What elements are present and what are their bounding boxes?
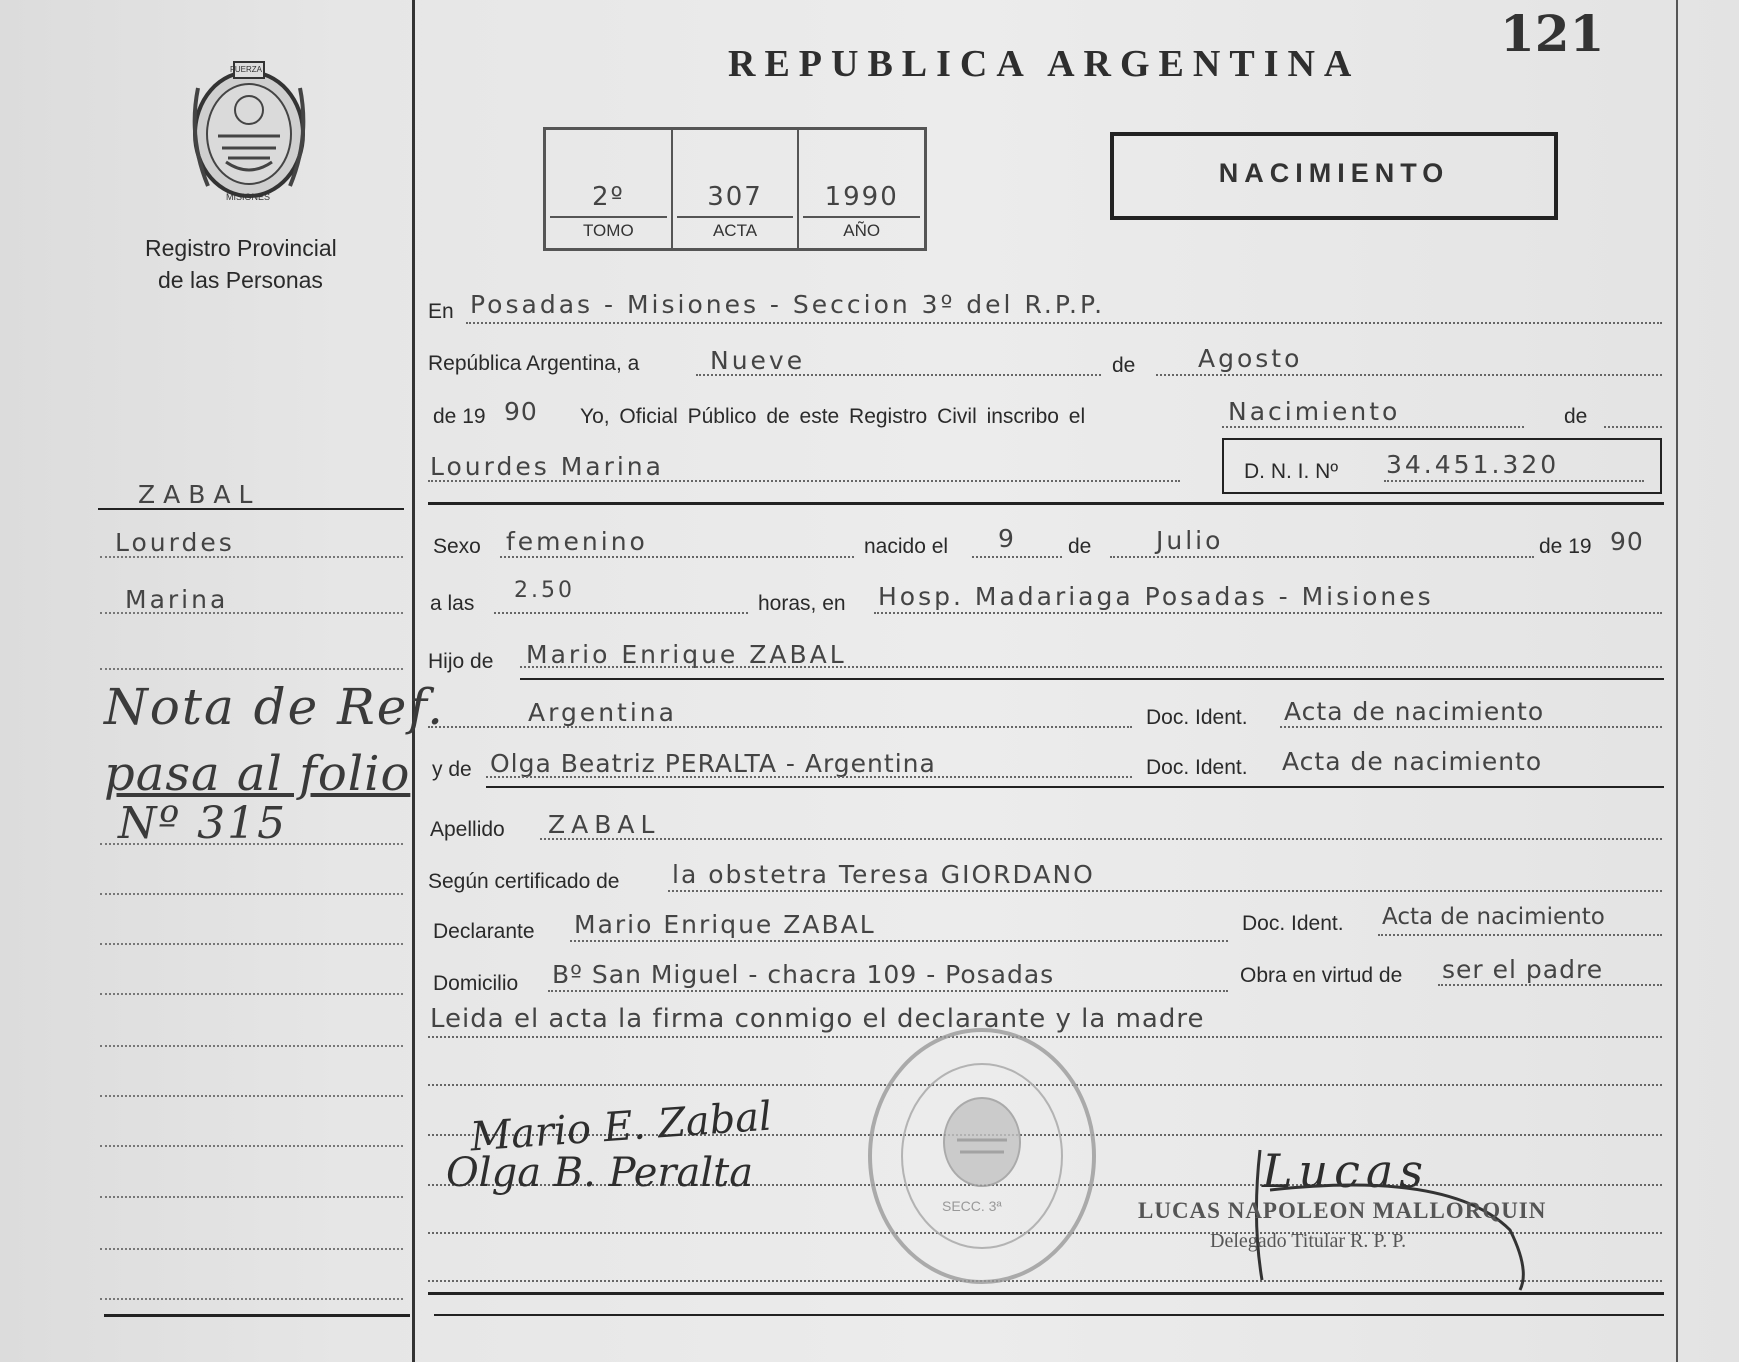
birth-month: Julio [1156, 526, 1224, 555]
dni-label: D. N. I. Nº [1244, 460, 1339, 483]
declarante-doc: Acta de nacimiento [1382, 904, 1605, 930]
mother-divider [486, 786, 1664, 788]
margin-note-line2: pasa al folio [104, 746, 411, 802]
month-line [1156, 374, 1662, 376]
tomo-label: TOMO [550, 216, 667, 241]
child-name: Lourdes Marina [430, 452, 664, 481]
declarante-line [570, 940, 1228, 942]
birth-day-line [972, 556, 1062, 558]
doc-ident-label2: Doc. Ident. [1146, 756, 1248, 779]
place-value: Posadas - Misiones - Seccion 3º del R.P.P. [470, 290, 1106, 319]
official-name: LUCAS NAPOLEON MALLORQUIN [1138, 1198, 1547, 1223]
anio-label: AÑO [803, 216, 920, 241]
year-prefix: de 19 [433, 405, 486, 428]
sexo-line [500, 556, 854, 558]
margin-line-8 [100, 993, 403, 995]
registry-name-line2: de las Personas [158, 267, 323, 293]
day-words: Nueve [710, 346, 806, 375]
de-label3: de [1068, 535, 1092, 558]
anio-value: 1990 [824, 182, 899, 212]
father-nationality-line [428, 726, 1132, 728]
apellido-value: ZABAL [548, 810, 661, 839]
mother-name-line [486, 776, 1132, 778]
birth-year-prefix: de 19 [1539, 535, 1592, 558]
dni-value: 34.451.320 [1386, 450, 1560, 479]
margin-line-9 [100, 1045, 403, 1047]
header-divider [428, 502, 1664, 505]
de-label: de [1112, 354, 1136, 377]
de-label2: de [1564, 405, 1588, 428]
birth-time: 2.50 [514, 578, 575, 603]
margin-middle-name: Marina [125, 585, 229, 614]
acta-cell [673, 130, 800, 248]
tomo-cell [546, 130, 673, 248]
birth-time-line [494, 612, 748, 614]
horas-label: horas, en [758, 592, 846, 615]
margin-note-line1: Nota de Ref. [104, 678, 445, 736]
apellido-line [540, 838, 1662, 840]
act-type: Nacimiento [1228, 397, 1401, 426]
record-type-label: NACIMIENTO [1218, 158, 1450, 188]
seal-emblem-icon [178, 58, 320, 208]
place-line [466, 322, 1662, 324]
closing-text: Leida el acta la firma conmigo el declarante y la madre [430, 1004, 1205, 1034]
margin-line-2 [100, 556, 403, 558]
birth-place: Hosp. Madariaga Posadas - Misiones [878, 582, 1434, 611]
declarant-signature: Mario E. Zabal [468, 1093, 774, 1161]
y-de-label: y de [432, 758, 472, 781]
margin-surname: ZABAL [138, 480, 261, 509]
margin-bottom-rule [104, 1314, 410, 1317]
seal-top-text: FUERZA [230, 65, 262, 74]
father-name: Mario Enrique ZABAL [526, 640, 847, 669]
father-name-line [520, 666, 1662, 668]
margin-line-10 [100, 1095, 403, 1097]
stamp-inner-text: SECC. 3ª [942, 1198, 1002, 1214]
margin-line-4 [100, 668, 403, 670]
a-las-label: a las [430, 592, 475, 615]
republica-label: República Argentina, a [428, 352, 640, 375]
margin-line-1 [98, 508, 404, 510]
doc-ident-label3: Doc. Ident. [1242, 912, 1344, 935]
day-line [696, 374, 1101, 376]
father-divider [520, 678, 1664, 680]
margin-line-5 [100, 843, 403, 845]
tomo-value: 2º [591, 182, 625, 212]
obra-line [1438, 984, 1662, 986]
record-index-table [543, 127, 927, 251]
segun-label: Según certificado de [428, 870, 620, 893]
apellido-label: Apellido [430, 818, 505, 841]
anio-cell [799, 130, 924, 248]
registry-name-line1: Registro Provincial [145, 235, 337, 261]
domicilio-line [548, 990, 1228, 992]
margin-line-13 [100, 1248, 403, 1250]
declarante-label: Declarante [433, 920, 535, 943]
declarante-doc-line [1378, 934, 1662, 936]
year-suffix: 90 [504, 397, 538, 426]
birth-month-line [1110, 556, 1534, 558]
margin-line-14 [100, 1298, 403, 1300]
certificado-value: la obstetra Teresa GIORDANO [672, 860, 1095, 889]
bottom-rule-2 [434, 1314, 1664, 1316]
margin-line-3 [100, 612, 403, 614]
sexo-value: femenino [506, 527, 648, 556]
father-doc: Acta de nacimiento [1284, 697, 1545, 726]
obra-value: ser el padre [1442, 955, 1604, 984]
dni-line [1384, 480, 1644, 482]
doc-ident-label1: Doc. Ident. [1146, 706, 1248, 729]
mother-name: Olga Beatriz PERALTA - Argentina [490, 749, 936, 778]
month-words: Agosto [1198, 344, 1303, 373]
stamp-seal-icon [862, 1022, 1102, 1290]
record-type-box [1110, 132, 1558, 220]
dni-box [1222, 438, 1662, 494]
margin-line-7 [100, 943, 403, 945]
birth-place-line [874, 612, 1662, 614]
father-nationality: Argentina [528, 698, 677, 727]
nacido-label: nacido el [864, 535, 949, 558]
right-edge-rule [1676, 0, 1678, 1362]
obra-label: Obra en virtud de [1240, 964, 1403, 987]
hijo-label: Hijo de [428, 650, 494, 673]
margin-first-name: Lourdes [115, 528, 235, 557]
margin-note-line3: Nº 315 [118, 798, 288, 849]
sexo-label: Sexo [433, 535, 481, 558]
margin-line-11 [100, 1145, 403, 1147]
official-signature: Lucas [1262, 1144, 1429, 1198]
certificado-line [668, 890, 1662, 892]
en-label: En [428, 300, 454, 323]
yo-text: Yo, Oficial Público de este Registro Civil inscribo el [580, 405, 1086, 428]
birth-day: 9 [998, 524, 1017, 553]
margin-line-6 [100, 893, 403, 895]
domicilio-value: Bº San Miguel - chacra 109 - Posadas [552, 960, 1055, 989]
margin-line-12 [100, 1196, 403, 1198]
birth-year-suffix: 90 [1610, 527, 1644, 556]
seal-bottom-text: MISIONES [226, 192, 271, 202]
mother-signature: Olga B. Peralta [446, 1150, 754, 1196]
acta-value: 307 [707, 182, 763, 212]
page-number: 121 [1500, 4, 1605, 63]
act-type-line [1222, 426, 1524, 428]
declarante-value: Mario Enrique ZABAL [574, 910, 876, 939]
domicilio-label: Domicilio [433, 972, 519, 995]
acta-label: ACTA [677, 216, 794, 241]
country-title: REPUBLICA ARGENTINA [728, 43, 1361, 85]
de-line2 [1604, 426, 1662, 428]
father-doc-line [1280, 726, 1662, 728]
provincial-seal [178, 58, 320, 208]
mother-doc: Acta de nacimiento [1282, 747, 1543, 776]
official-stamp [862, 1022, 1102, 1290]
child-name-line [428, 480, 1180, 482]
official-title: Delegado Titular R. P. P. [1210, 1230, 1407, 1252]
